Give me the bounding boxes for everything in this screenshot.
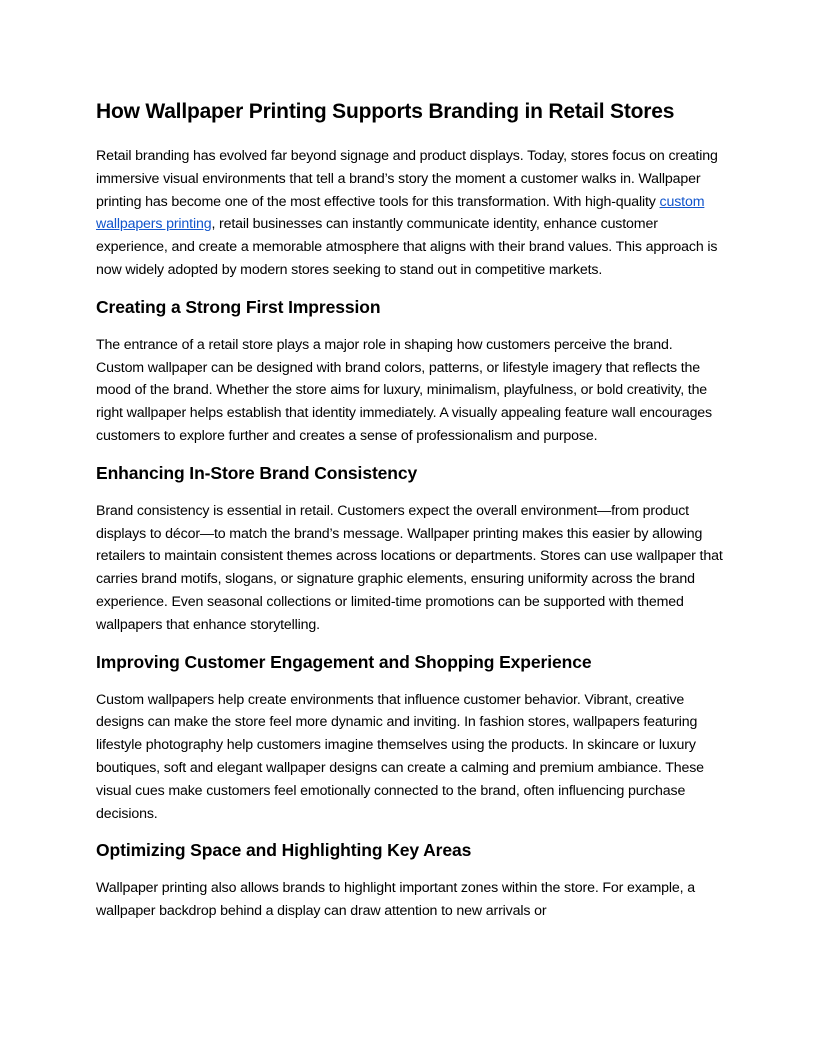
section-body-optimizing-space: Wallpaper printing also allows brands to highlight important zones within the store. For example, a wallpaper backdrop behind a display can draw attention to new arrivals or [96,880,695,920]
intro-paragraph [96,145,724,282]
section-heading-first-impression: Creating a Strong First Impression [96,296,381,317]
section-body-customer-engagement: Custom wallpapers help create environments that influence customer behavior. Vibrant, creative designs can make the store feel more dynamic and inviting. In fashion stores, wallpapers featuring lifestyle photography help customers imagine themselves using the products. In skincare or luxury boutiques, soft and elegant wallpaper designs can create a calming and premium ambiance. These visual cues make customers feel emotionally connected to the brand, often influencing purchase decisions. [96,691,704,822]
intro-text-after-link: , retail businesses can instantly communicate identity, enhance customer experience, and create a memorable atmosphere that aligns with their brand values. This approach is now widely adopted by modern stores seeking to stand out in competitive markets. [96,216,718,278]
section-body-brand-consistency: Brand consistency is essential in retail. Customers expect the overall environment—from product displays to décor—to match the brand’s message. Wallpaper printing makes this easier by allowing retailers to maintain consistent themes across locations or departments. Stores can use wallpaper that carries brand motifs, slogans, or signature graphic elements, ensuring uniformity across the brand experience. Even seasonal collections or limited-time promotions can be supported with themed wallpapers that enhance storytelling. [96,502,723,633]
section-heading-brand-consistency: Enhancing In-Store Brand Consistency [96,462,418,483]
section-body-first-impression: The entrance of a retail store plays a major role in shaping how customers perceive the brand. Custom wallpaper can be designed with brand colors, patterns, or lifestyle imagery that reflects the mood of the brand. Whether the store aims for luxury, minimalism, playfulness, or bold creativity, the right wallpaper helps establish that identity immediately. A visually appealing feature wall encourages customers to explore further and creates a sense of professionalism and purpose. [96,336,712,444]
intro-text-before-link: Retail branding has evolved far beyond signage and product displays. Today, stores focus on creating immersive visual environments that tell a brand’s story the moment a customer walks in. Wallpaper printing has become one of the most effective tools for this transformation. With high-quality [96,148,718,210]
document-page [96,96,724,935]
document-title: How Wallpaper Printing Supports Branding in Retail Stores [96,100,675,123]
section-heading-customer-engagement: Improving Customer Engagement and Shopping Experience [96,651,592,672]
custom-wallpapers-printing-link[interactable]: custom wallpapers printing [96,193,705,233]
section-heading-optimizing-space: Optimizing Space and Highlighting Key Areas [96,840,472,861]
